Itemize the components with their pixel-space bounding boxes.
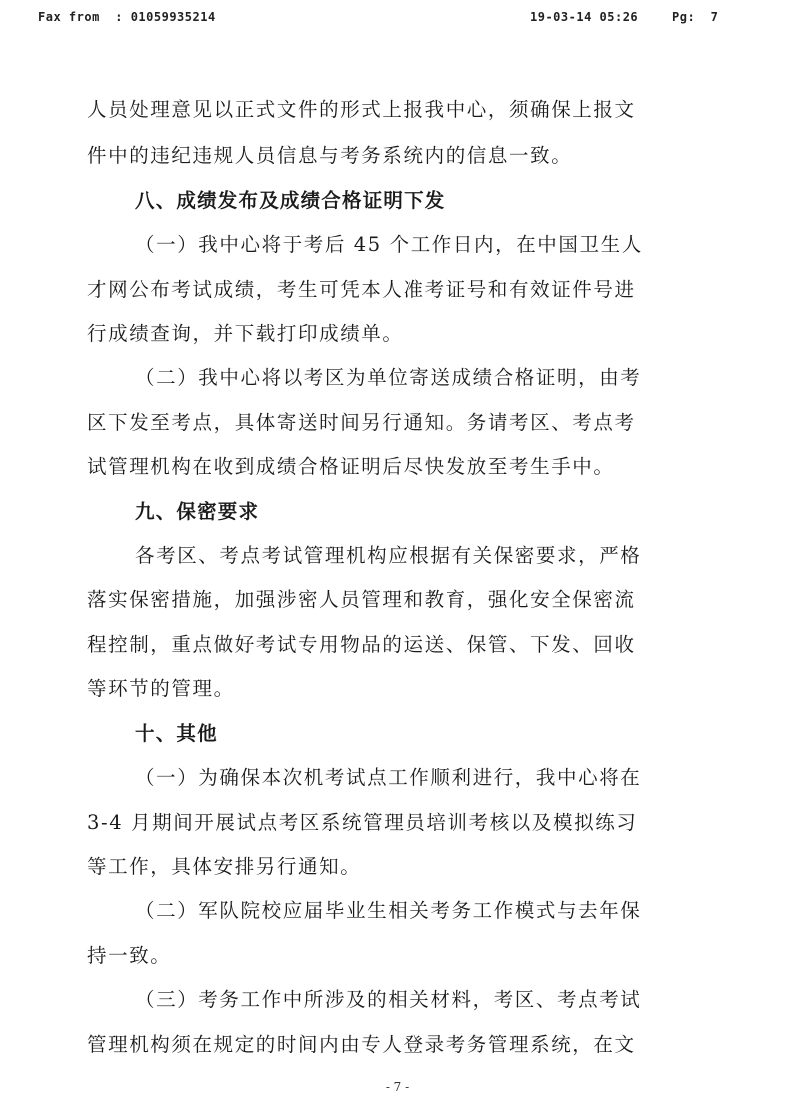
paragraph-line: 件中的违纪违规人员信息与考务系统内的信息一致。 [87,144,573,167]
paragraph-line: 管理机构须在规定的时间内由专人登录考务管理系统，在文 [87,1033,636,1056]
section-heading: 十、其他 [135,722,218,745]
paragraph-line: 3-4 月期间开展试点考区系统管理员培训考核以及模拟练习 [87,811,638,834]
paragraph-line: （一）为确保本次机考试点工作顺利进行，我中心将在 [135,766,642,789]
fax-datetime: 19-03-14 05:26 [530,10,639,24]
fax-header [0,6,795,30]
paragraph-line: 程控制，重点做好考试专用物品的运送、保管、下发、回收 [87,633,636,656]
fax-sender: Fax from : 01059935214 [38,10,216,24]
paragraph-line: （三）考务工作中所涉及的相关材料，考区、考点考试 [135,988,642,1011]
fax-page-indicator: Pg: 7 [672,10,719,24]
paragraph-line: 人员处理意见以正式文件的形式上报我中心，须确保上报文 [87,98,636,121]
paragraph-line: 落实保密措施，加强涉密人员管理和教育，强化安全保密流 [87,588,636,611]
paragraph-line: 等工作，具体安排另行通知。 [87,855,362,878]
paragraph-line: （二）军队院校应届毕业生相关考务工作模式与去年保 [135,899,642,922]
section-heading: 八、成绩发布及成绩合格证明下发 [135,189,446,212]
section-heading: 九、保密要求 [135,500,260,523]
paragraph-line: 试管理机构在收到成绩合格证明后尽快发放至考生手中。 [87,455,615,478]
paragraph-line: 等环节的管理。 [87,677,235,700]
paragraph-line: 才网公布考试成绩，考生可凭本人准考证号和有效证件号进 [87,278,636,301]
paragraph-line: 各考区、考点考试管理机构应根据有关保密要求，严格 [135,544,642,567]
paragraph-line: （一）我中心将于考后 45 个工作日内，在中国卫生人 [135,233,643,256]
paragraph-line: 持一致。 [87,944,172,967]
paragraph-line: 行成绩查询，并下载打印成绩单。 [87,322,404,345]
page-number: - 7 - [385,1080,410,1094]
paragraph-line: （二）我中心将以考区为单位寄送成绩合格证明，由考 [135,366,642,389]
paragraph-line: 区下发至考点，具体寄送时间另行通知。务请考区、考点考 [87,411,636,434]
